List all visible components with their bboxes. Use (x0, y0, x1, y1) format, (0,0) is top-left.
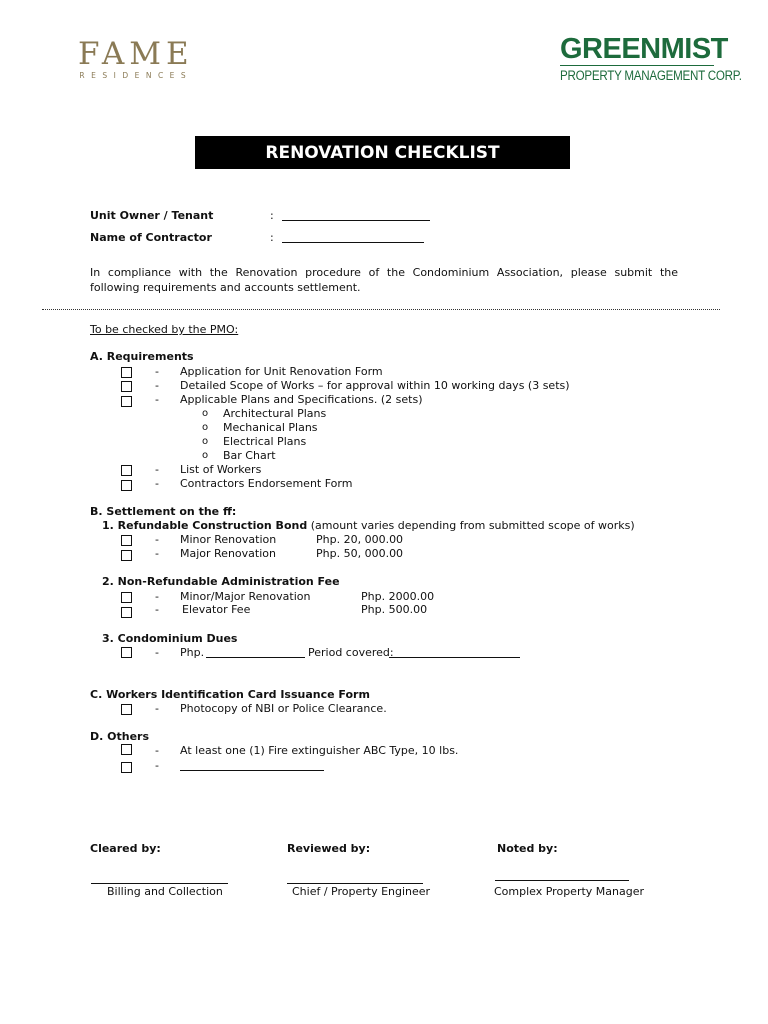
page-title: RENOVATION CHECKLIST (195, 136, 570, 169)
admin-fee-title: 2. Non-Refundable Administration Fee (102, 575, 340, 588)
bond-note: (amount varies depending from submitted scope of works) (310, 519, 635, 532)
item-endorsement-form: Contractors Endorsement Form (180, 477, 353, 490)
bullet: o (202, 450, 209, 461)
section-c-heading: C. Workers Identification Card Issuance Form (90, 688, 370, 701)
bond-row (102, 519, 635, 532)
item-elevator-fee: Elevator Fee (182, 603, 251, 616)
dues-php-label: Php. (180, 646, 205, 659)
checkbox-minor-renovation[interactable] (121, 535, 132, 546)
checkbox-list-of-workers[interactable] (121, 465, 132, 476)
bullet: o (202, 436, 209, 447)
bullet: o (202, 422, 209, 433)
item-scope-of-works: Detailed Scope of Works – for approval within 10 working days (3 sets) (180, 379, 570, 392)
item-fire-extinguisher: At least one (1) Fire extinguisher ABC Type, 10 lbs. (180, 744, 459, 757)
fame-logo-subtext: RESIDENCES (79, 71, 193, 80)
bullet: o (202, 408, 209, 419)
item-application-form: Application for Unit Renovation Form (180, 365, 383, 378)
greenmist-logo (560, 34, 768, 83)
checkbox-major-renovation[interactable] (121, 550, 132, 561)
checkbox-fire-extinguisher[interactable] (121, 744, 132, 755)
checkbox-other[interactable] (121, 762, 132, 773)
amount-minor-major-fee: Php. 2000.00 (361, 590, 435, 603)
checkbox-condo-dues[interactable] (121, 647, 132, 658)
fame-logo-text: FAME (78, 36, 194, 72)
intro-paragraph: In compliance with the Renovation procedure of the Condominium Association, please submit the following requirements and accounts settlement. (90, 266, 678, 294)
amount-minor-renovation: Php. 20, 000.00 (316, 533, 404, 546)
dotted-divider (42, 309, 720, 310)
dash: - (155, 533, 159, 546)
checkbox-nbi-clearance[interactable] (121, 704, 132, 715)
checkbox-scope-of-works[interactable] (121, 381, 132, 392)
greenmist-logo-text: GREENMIST (560, 33, 728, 65)
dash: - (155, 603, 159, 616)
other-field[interactable] (180, 759, 324, 771)
contractor-field[interactable] (282, 231, 424, 243)
reviewed-by-label: Reviewed by: (287, 842, 371, 855)
checkbox-minor-major-fee[interactable] (121, 592, 132, 603)
sub-item-mechanical: Mechanical Plans (223, 421, 318, 434)
pmo-note: To be checked by the PMO: (90, 323, 239, 336)
dash: - (155, 590, 159, 603)
dash: - (155, 702, 159, 715)
role-billing-collection: Billing and Collection (107, 885, 223, 898)
sub-item-electrical: Electrical Plans (223, 435, 307, 448)
signature-line-cleared[interactable] (91, 883, 228, 884)
noted-by-label: Noted by: (497, 842, 558, 855)
section-a-heading: A. Requirements (90, 350, 194, 363)
checkbox-plans-specs[interactable] (121, 396, 132, 407)
owner-field[interactable] (282, 209, 430, 221)
checkbox-application-form[interactable] (121, 367, 132, 378)
condo-dues-title: 3. Condominium Dues (102, 632, 238, 645)
dues-amount-field[interactable] (206, 646, 305, 658)
sub-item-architectural: Architectural Plans (223, 407, 327, 420)
amount-major-renovation: Php. 50, 000.00 (316, 547, 404, 560)
dues-period-label: Period covered: (308, 646, 394, 659)
role-property-manager: Complex Property Manager (494, 885, 645, 898)
signature-line-noted[interactable] (495, 880, 629, 881)
owner-label: Unit Owner / Tenant (90, 209, 214, 222)
section-b-heading: B. Settlement on the ff: (90, 505, 237, 518)
greenmist-logo-divider (560, 65, 714, 66)
dash: - (155, 759, 159, 772)
dues-period-field[interactable] (389, 646, 520, 658)
sub-item-bar-chart: Bar Chart (223, 449, 276, 462)
dash: - (155, 547, 159, 560)
item-minor-major-fee: Minor/Major Renovation (180, 590, 311, 603)
cleared-by-label: Cleared by: (90, 842, 161, 855)
contractor-colon: : (270, 231, 274, 244)
checkbox-endorsement-form[interactable] (121, 480, 132, 491)
dash: - (155, 393, 159, 406)
fame-residences-logo (78, 38, 194, 80)
signature-line-reviewed[interactable] (287, 883, 423, 884)
item-plans-specs: Applicable Plans and Specifications. (2 sets) (180, 393, 423, 406)
dash: - (155, 477, 159, 490)
item-major-renovation: Major Renovation (180, 547, 276, 560)
dash: - (155, 379, 159, 392)
dash: - (155, 463, 159, 476)
role-property-engineer: Chief / Property Engineer (292, 885, 431, 898)
dash: - (155, 646, 159, 659)
section-d-heading: D. Others (90, 730, 150, 743)
contractor-label: Name of Contractor (90, 231, 212, 244)
owner-colon: : (270, 209, 274, 222)
dash: - (155, 744, 159, 757)
amount-elevator-fee: Php. 500.00 (361, 603, 428, 616)
greenmist-logo-subtext: PROPERTY MANAGEMENT CORP. (560, 68, 742, 83)
item-list-of-workers: List of Workers (180, 463, 262, 476)
item-nbi-clearance: Photocopy of NBI or Police Clearance. (180, 702, 387, 715)
dash: - (155, 365, 159, 378)
bond-title: 1. Refundable Construction Bond (102, 519, 308, 532)
item-minor-renovation: Minor Renovation (180, 533, 277, 546)
checkbox-elevator-fee[interactable] (121, 607, 132, 618)
